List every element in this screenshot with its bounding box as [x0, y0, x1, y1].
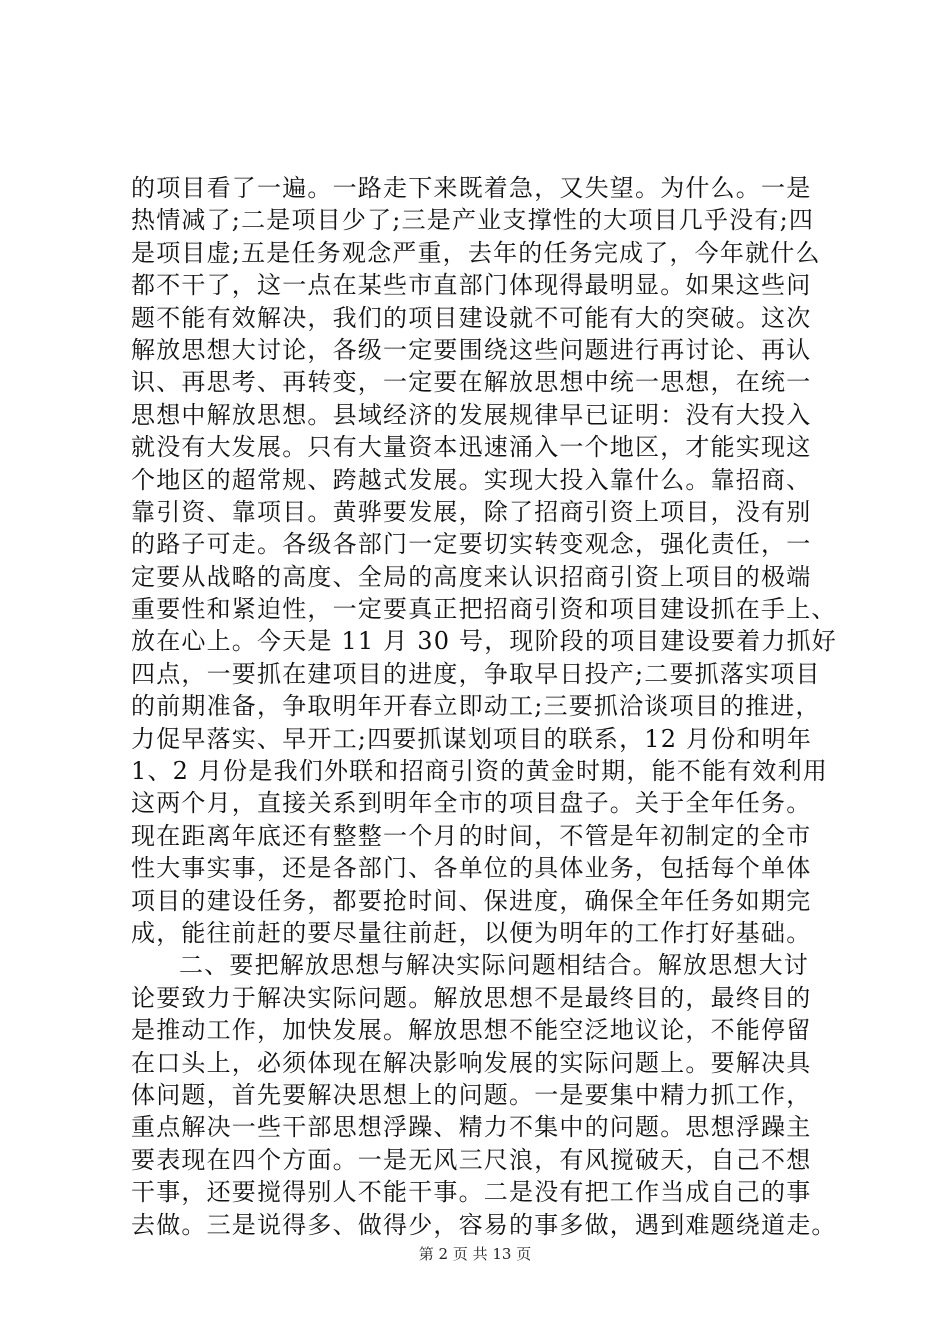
text-line: 解放思想大讨论，各级一定要围绕这些问题进行再讨论、再认	[131, 335, 812, 364]
text-line: 论要致力于解决实际问题。解放思想不是最终目的，最终目的	[131, 983, 812, 1012]
text-line: 成，能往前赶的要尽量往前赶，以便为明年的工作打好基础。	[131, 918, 812, 947]
text-line: 1、2 月份是我们外联和招商引资的黄金时期，能不能有效利用	[131, 757, 828, 786]
text-line: 就没有大发展。只有大量资本迅速涌入一个地区，才能实现这	[131, 433, 812, 462]
text-line: 思想中解放思想。县域经济的发展规律早已证明：没有大投入	[131, 400, 812, 429]
text-line: 性大事实事，还是各部门、各单位的具体业务，包括每个单体	[131, 854, 812, 883]
text-line: 现在距离年底还有整整一个月的时间，不管是年初制定的全市	[131, 821, 812, 850]
text-line: 在口头上，必须体现在解决影响发展的实际问题上。要解决具	[131, 1048, 812, 1077]
text-line: 重要性和紧迫性，一定要真正把招商引资和项目建设抓在手上、	[131, 595, 837, 624]
page-number-footer: 第 2 页 共 13 页	[418, 1245, 532, 1263]
text-line: 力促早落实、早开工;四要抓谋划项目的联系，12 月份和明年	[131, 724, 813, 753]
text-line: 干事，还要搅得别人不能干事。二是没有把工作当成自己的事	[131, 1178, 812, 1207]
text-line: 的前期准备，争取明年开春立即动工;三要抓洽谈项目的推进，	[131, 692, 821, 721]
text-line: 放在心上。今天是 11 月 30 号，现阶段的项目建设要着力抓好	[131, 627, 837, 656]
text-line: 四点，一要抓在建项目的进度，争取早日投产;二要抓落实项目	[131, 659, 821, 688]
text-line: 题不能有效解决，我们的项目建设就不可能有大的突破。这次	[131, 303, 812, 332]
text-line: 的路子可走。各级各部门一定要切实转变观念，强化责任，一	[131, 530, 812, 559]
text-line: 的项目看了一遍。一路走下来既着急，又失望。为什么。一是	[131, 174, 812, 202]
text-line: 热情减了;二是项目少了;三是产业支撑性的大项目几乎没有;四	[131, 206, 815, 235]
text-line: 重点解决一些干部思想浮躁、精力不集中的问题。思想浮躁主	[131, 1113, 812, 1142]
text-line: 要表现在四个方面。一是无风三尺浪，有风搅破天，自己不想	[131, 1145, 812, 1174]
text-line: 是推动工作，加快发展。解放思想不能空泛地议论，不能停留	[131, 1016, 812, 1045]
text-line: 定要从战略的高度、全局的高度来认识招商引资上项目的极端	[131, 562, 812, 591]
text-line: 识、再思考、再转变，一定要在解放思想中统一思想，在统一	[131, 368, 812, 397]
text-line: 靠引资、靠项目。黄骅要发展，除了招商引资上项目，没有别	[131, 497, 812, 526]
text-line: 去做。三是说得多、做得少，容易的事多做，遇到难题绕道走。	[131, 1210, 837, 1239]
body-text	[131, 172, 837, 1241]
text-line: 个地区的超常规、跨越式发展。实现大投入靠什么。靠招商、	[131, 465, 812, 494]
text-line: 项目的建设任务，都要抢时间、保进度，确保全年任务如期完	[131, 886, 812, 915]
section-heading-line: 二、要把解放思想与解决实际问题相结合。解放思想大讨	[179, 951, 809, 980]
text-line: 都不干了，这一点在某些市直部门体现得最明显。如果这些问	[131, 271, 812, 300]
text-line: 这两个月，直接关系到明年全市的项目盘子。关于全年任务。	[131, 789, 812, 818]
text-line: 是项目虚;五是任务观念严重，去年的任务完成了，今年就什么	[131, 238, 821, 267]
text-line: 体问题，首先要解决思想上的问题。一是要集中精力抓工作，	[131, 1080, 812, 1109]
